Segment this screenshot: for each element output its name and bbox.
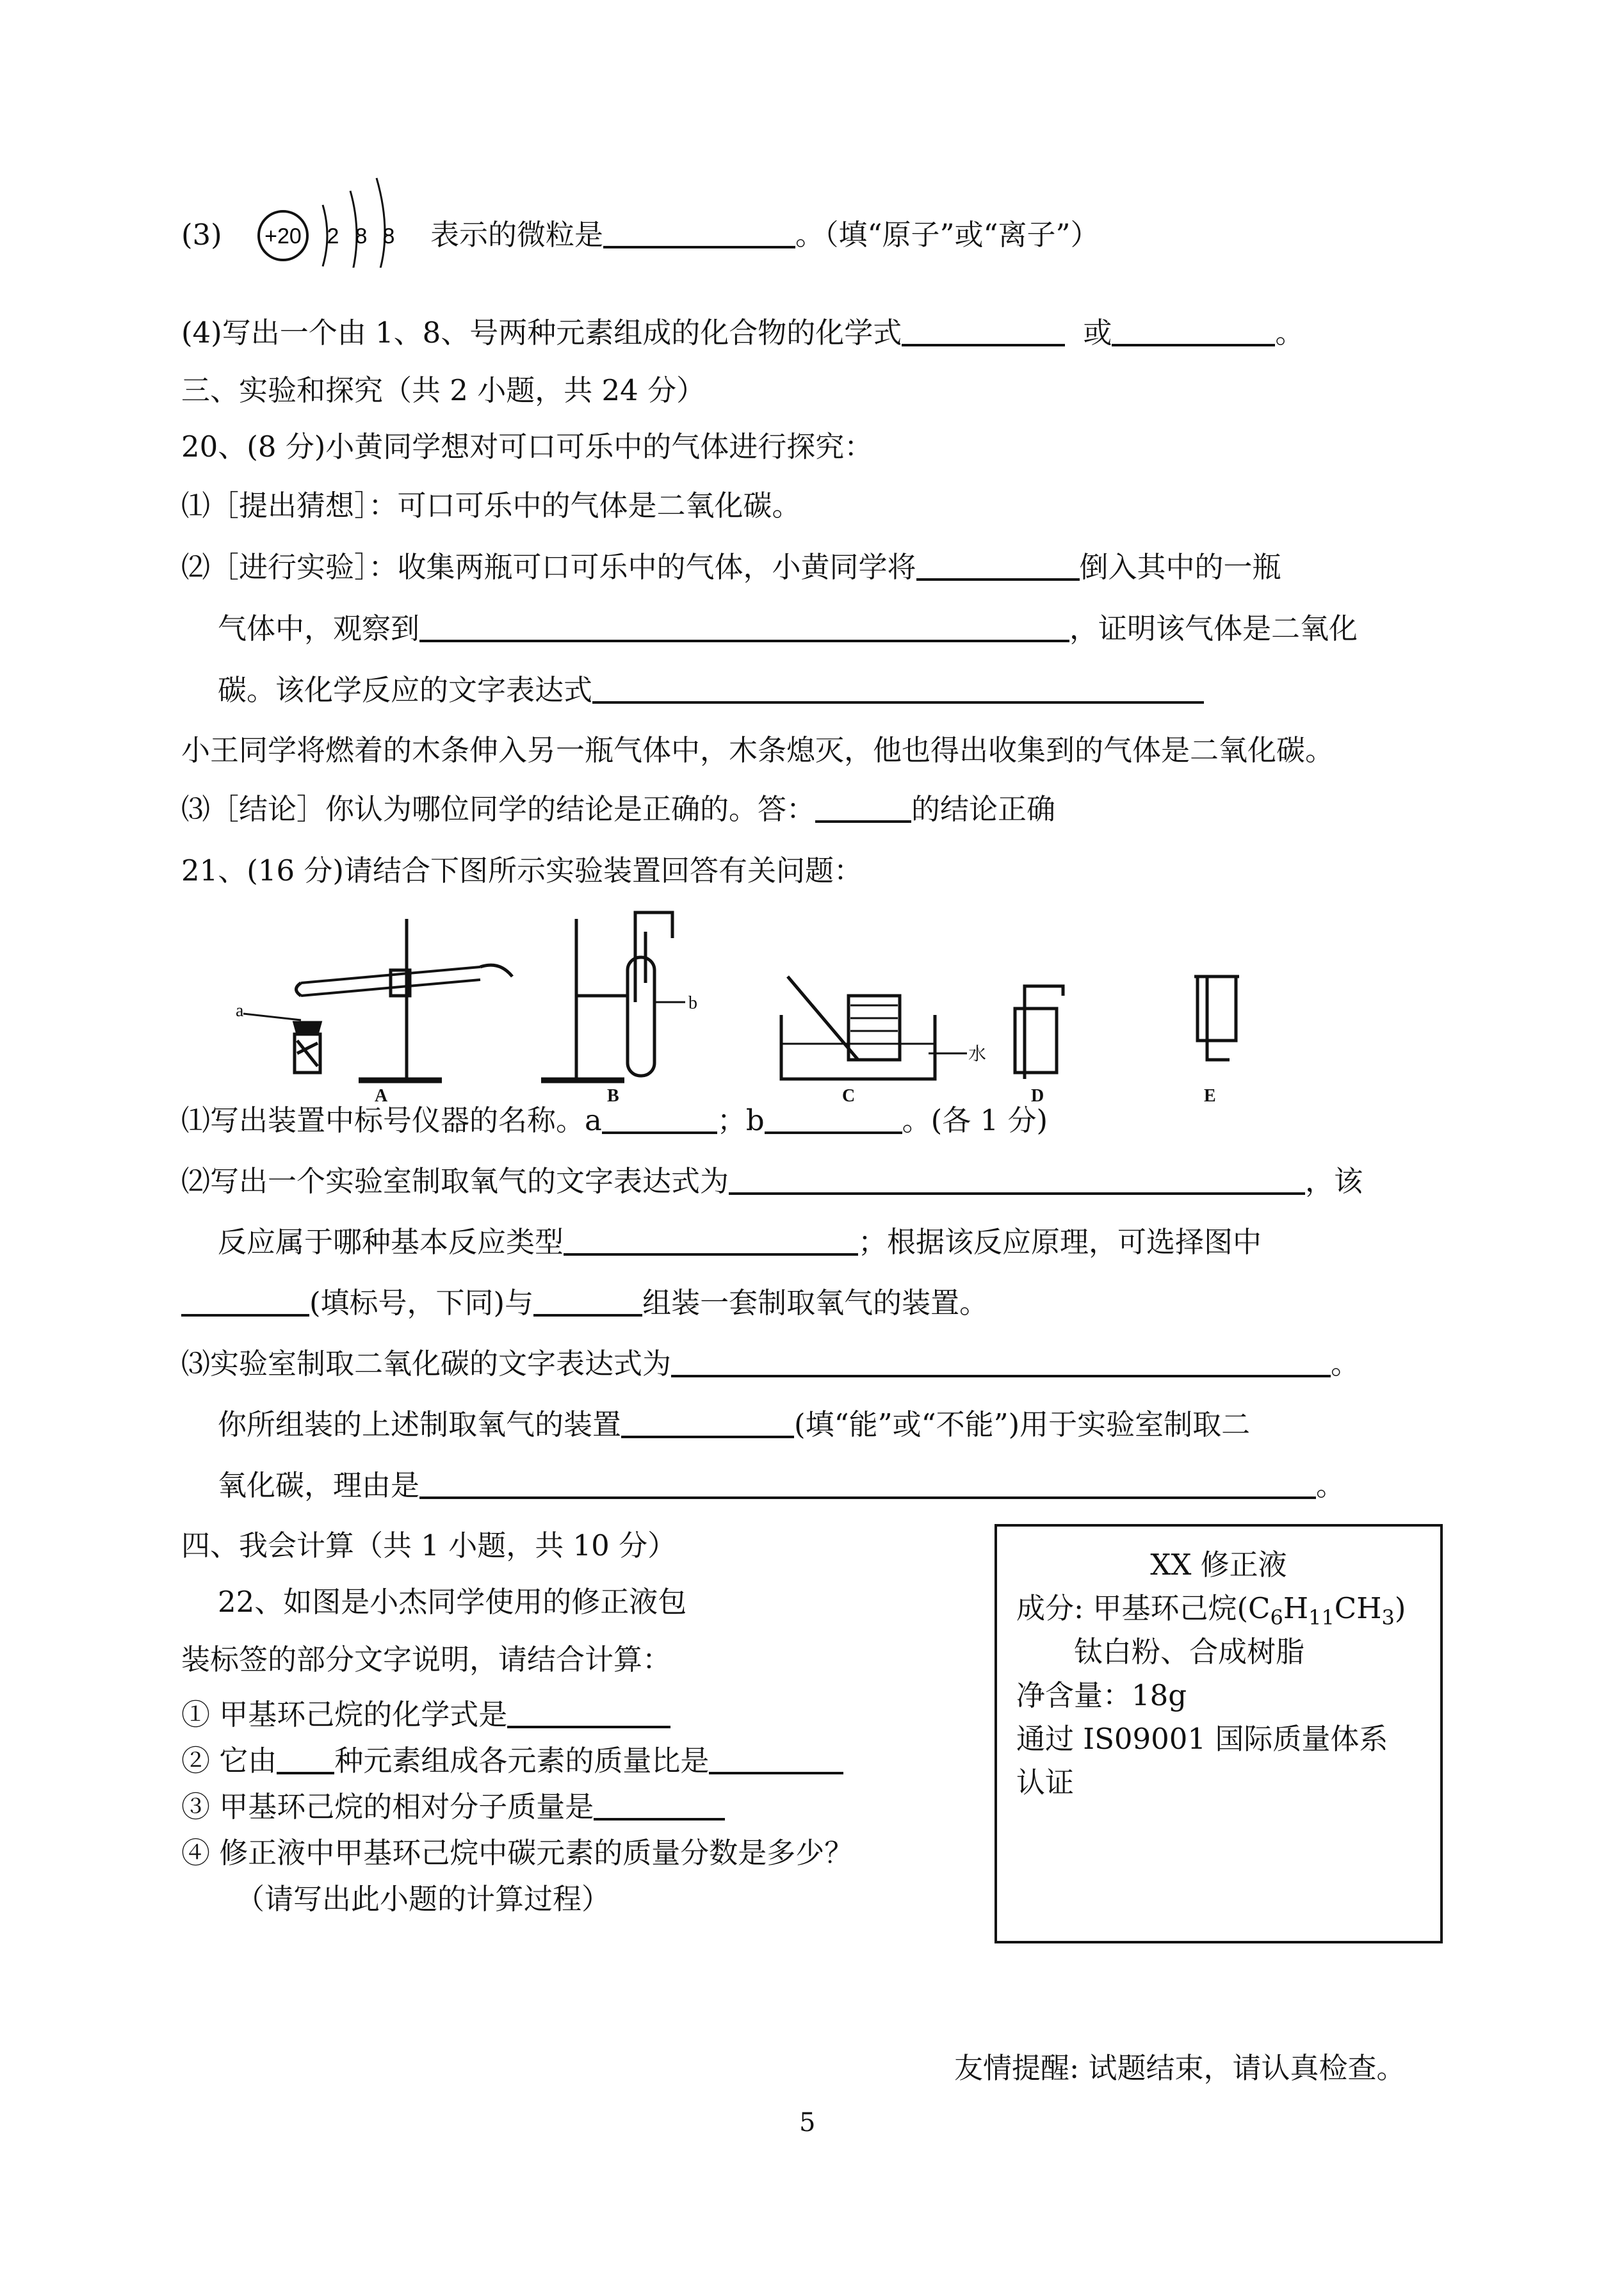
answer-blank[interactable] [592, 673, 1204, 704]
apparatus-c [781, 977, 967, 1079]
q19-p3-text: 表示的微粒是 [430, 218, 604, 252]
label-ingredients [1016, 1589, 1406, 1637]
answer-blank[interactable] [709, 1744, 843, 1774]
q21-stem: 21、(16 分)请结合下图所示实验装置回答有关问题： [181, 854, 863, 888]
answer-blank[interactable] [419, 612, 1069, 642]
q22-i1-text: ① 甲基环己烷的化学式是 [181, 1698, 508, 1731]
q22-item-4: ④ 修正液中甲基环己烷中碳元素的质量分数是多少？ [181, 1836, 854, 1870]
q19-p3-num: (3) [181, 218, 222, 252]
q21-p2-d: ；根据该反应原理，可选择图中 [858, 1225, 1262, 1259]
atom-shell-3: 8 [382, 224, 395, 248]
label-ingredients-text: 成分: 甲基环己烷( [1016, 1591, 1249, 1625]
section4-title: 四、我会计算（共 1 小题，共 10 分） [181, 1529, 677, 1562]
label-net-content: 净含量：18g [1016, 1678, 1187, 1712]
formula-h: H [1283, 1591, 1309, 1625]
q21-p3-e: 氧化碳，理由是 [218, 1468, 420, 1502]
q20-stem: 20、(8 分)小黄同学想对可口可乐中的气体进行探究： [181, 430, 873, 464]
q22-i2-b: 种元素组成各元素的质量比是 [334, 1744, 710, 1778]
q21-p3-b: 。 [1331, 1347, 1360, 1381]
formula-c: C [1248, 1591, 1271, 1625]
answer-blank[interactable] [277, 1744, 334, 1774]
page-number: 5 [799, 2108, 816, 2137]
q19-p4-end: 。 [1275, 316, 1304, 350]
label-B: B [607, 1086, 619, 1105]
atom-shell-1: 2 [327, 224, 339, 248]
q20-p1: ⑴［提出猜想］：可口可乐中的气体是二氧化碳。 [181, 489, 801, 523]
answer-blank[interactable] [419, 1468, 1316, 1499]
q22-stem-a: 22、如图是小杰同学使用的修正液包 [218, 1585, 687, 1619]
q19-p4-text: (4)写出一个由 1、8、号两种元素组成的化合物的化学式 [181, 316, 902, 350]
q21-p1-c: 。(各 1 分) [902, 1103, 1048, 1137]
q21-p2-line3 [181, 1284, 988, 1322]
formula-h-sub: 11 [1308, 1605, 1335, 1630]
q20-p2-f: 小王同学将燃着的木条伸入另一瓶气体中，木条熄灭，他也得出收集到的气体是二氧化碳。 [181, 733, 1335, 767]
q22-item-3 [181, 1788, 725, 1826]
answer-blank[interactable] [603, 218, 795, 248]
q20-p2-a: ⑵［进行实验］：收集两瓶可口可乐中的气体，小黄同学将 [181, 550, 916, 584]
q21-p2-line2 [218, 1223, 1262, 1261]
q19-p3-tail: 。（填“原子”或“离子”） [795, 218, 1100, 252]
answer-blank[interactable] [916, 550, 1080, 581]
q21-p2-a: ⑵写出一个实验室制取氧气的文字表达式为 [181, 1164, 729, 1198]
label-water: 水 [968, 1044, 987, 1064]
label-A: A [375, 1086, 388, 1105]
apparatus-b [541, 912, 685, 1080]
q20-p2-line3 [218, 671, 1204, 710]
q20-p2-line2 [218, 610, 1358, 648]
q22-i2-a: ② 它由 [181, 1744, 277, 1778]
q20-p2-e: 碳。该化学反应的文字表达式 [218, 673, 593, 707]
apparatus-d [1015, 986, 1063, 1079]
q22-item-2 [181, 1742, 843, 1780]
q21-p3-a: ⑶实验室制取二氧化碳的文字表达式为 [181, 1347, 672, 1381]
answer-blank[interactable] [902, 316, 1065, 346]
answer-blank[interactable] [765, 1103, 902, 1134]
label-a: a [236, 1001, 244, 1021]
label-D: D [1031, 1086, 1044, 1105]
correction-fluid-label-box [995, 1524, 1443, 1943]
q20-p3-line [181, 790, 1055, 829]
answer-blank[interactable] [621, 1407, 794, 1438]
answer-blank[interactable] [671, 1347, 1331, 1377]
answer-blank[interactable] [1112, 316, 1275, 346]
q21-p3-c: 你所组装的上述制取氧气的装置 [218, 1407, 622, 1441]
q22-i3-text: ③ 甲基环己烷的相对分子质量是 [181, 1790, 594, 1824]
label-C: C [842, 1086, 856, 1105]
answer-blank[interactable] [533, 1286, 642, 1317]
label-cert-b: 认证 [1016, 1765, 1075, 1799]
apparatus-e [1194, 977, 1239, 1060]
q19-p3-line [430, 216, 1100, 254]
answer-blank[interactable] [729, 1164, 1305, 1195]
q21-p1-a: ⑴写出装置中标号仪器的名称。a [181, 1103, 602, 1137]
section3-title: 三、实验和探究（共 2 小题，共 24 分） [181, 373, 706, 407]
formula-ch: CH [1334, 1591, 1382, 1625]
label-ingredients-more: 钛白粉、合成树脂 [1074, 1635, 1305, 1669]
answer-blank[interactable] [594, 1790, 725, 1821]
q20-p2-d: ，证明该气体是二氧化 [1069, 612, 1358, 645]
formula-close: ) [1394, 1591, 1406, 1625]
label-title: XX 修正液 [1150, 1548, 1287, 1582]
q21-p3-f: 。 [1316, 1468, 1345, 1502]
q21-p3-line2 [218, 1406, 1250, 1444]
footer-reminder: 友情提醒: 试题结束，请认真检查。 [954, 2051, 1406, 2085]
q21-p2-f: 组装一套制取氧气的装置。 [642, 1286, 989, 1320]
q21-p2-e: (填标号，下同)与 [309, 1286, 534, 1320]
q20-p2-b: 倒入其中的一瓶 [1079, 550, 1281, 584]
q22-stem-b: 装标签的部分文字说明，请结合计算： [181, 1642, 672, 1676]
q21-p2-line1 [181, 1162, 1363, 1201]
label-b: b [688, 993, 697, 1013]
q20-p3-a: ⑶［结论］你认为哪位同学的结论是正确的。答： [181, 792, 816, 826]
q21-p2-c: 反应属于哪种基本反应类型 [218, 1225, 564, 1259]
answer-blank[interactable] [602, 1103, 717, 1134]
q20-p2-line1 [181, 548, 1281, 587]
q21-p3-d: (填“能”或“不能”)用于实验室制取二 [794, 1407, 1251, 1441]
formula-ch-sub: 3 [1381, 1605, 1395, 1630]
answer-blank[interactable] [564, 1225, 858, 1256]
q22-item-4-note: （请写出此小题的计算过程） [236, 1882, 611, 1916]
q19-p4-or: 或 [1083, 316, 1112, 350]
q20-p2-c: 气体中，观察到 [218, 612, 420, 645]
lab-apparatus-figure [231, 906, 1332, 1105]
atom-nucleus-label: +20 [264, 224, 302, 248]
label-E: E [1204, 1086, 1216, 1105]
q22-item-1 [181, 1696, 670, 1734]
q21-p1-b: ；b [717, 1103, 765, 1137]
answer-blank[interactable] [181, 1286, 309, 1317]
label-cert-a: 通过 IS09001 国际质量体系 [1016, 1722, 1388, 1756]
q20-p3-b: 的结论正确 [911, 792, 1056, 826]
q21-p2-b: ，该 [1305, 1164, 1363, 1198]
q19-p4-line [181, 314, 1304, 352]
atom-structure-diagram [251, 172, 424, 268]
apparatus-a [243, 919, 512, 1080]
answer-blank[interactable] [507, 1698, 670, 1728]
answer-blank[interactable] [815, 792, 911, 823]
q21-p1-line [181, 1101, 1048, 1140]
atom-shell-2: 8 [355, 224, 368, 248]
q21-p3-line1 [181, 1345, 1360, 1383]
formula-c-sub: 6 [1270, 1605, 1283, 1630]
q21-p3-line3 [218, 1466, 1345, 1505]
